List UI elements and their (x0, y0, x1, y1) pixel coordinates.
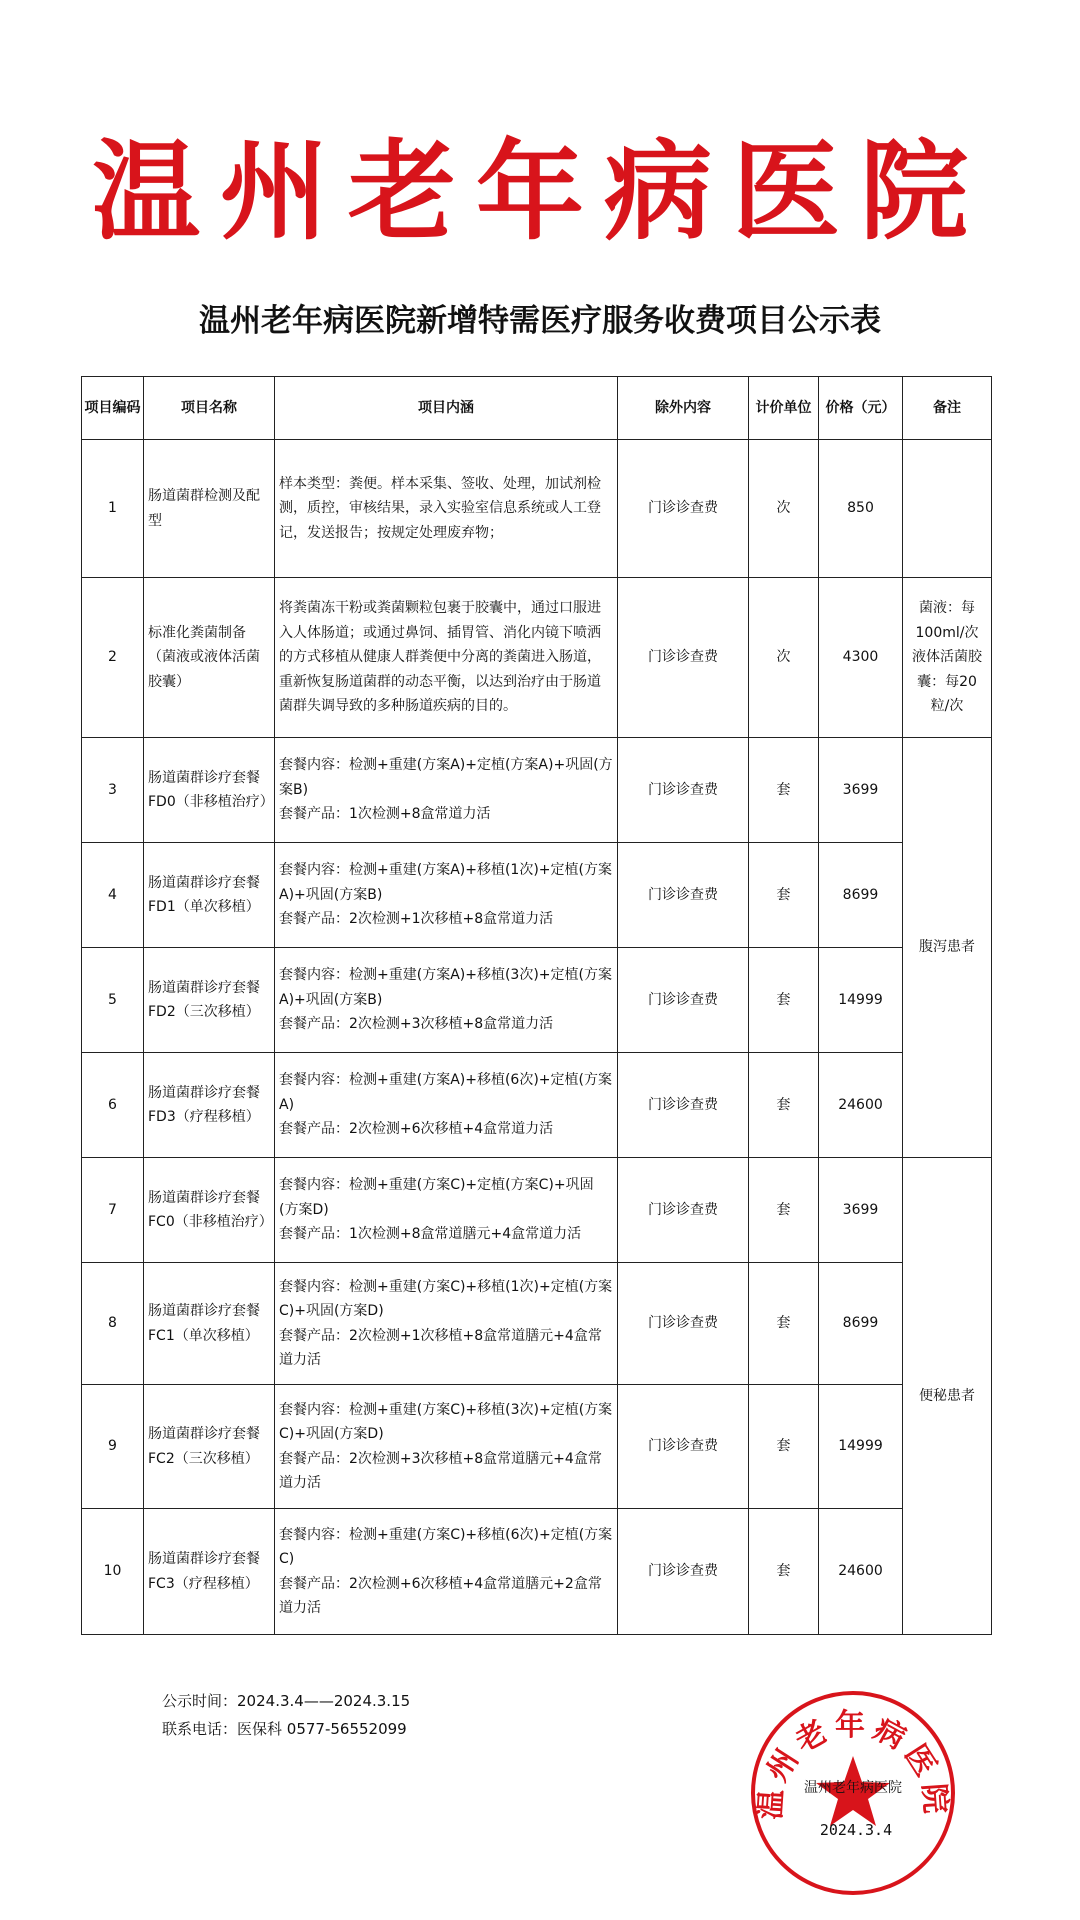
row-exclude: 门诊诊查费 (618, 1263, 749, 1385)
content-line: 套餐内容：检测+重建(方案C)+移植(1次)+定植(方案C)+巩固(方案D) (279, 1278, 613, 1319)
table-row (82, 1509, 992, 1635)
row-note (903, 440, 992, 578)
row-content (275, 1385, 618, 1509)
row-content (275, 948, 618, 1053)
row-exclude: 门诊诊查费 (618, 843, 749, 948)
table-row (82, 578, 992, 738)
row-unit: 次 (749, 440, 819, 578)
hospital-name-banner: 温州老年病医院 (91, 129, 988, 255)
contact-value: 医保科 0577-56552099 (237, 1720, 407, 1738)
row-price: 850 (819, 440, 903, 578)
content-line: 套餐内容：检测+重建(方案A)+定植(方案A)+巩固(方案B) (279, 757, 613, 798)
table-row (82, 1263, 992, 1385)
seal-date: 2024.3.4 (819, 1821, 893, 1839)
content-line: 套餐产品：2次检测+6次移植+4盒常道膳元+2盒常道力活 (279, 1575, 602, 1616)
row-price: 24600 (819, 1509, 903, 1635)
col-header-note: 备注 (903, 377, 992, 440)
col-header-code: 项目编码 (82, 377, 144, 440)
table-header-row (82, 377, 992, 440)
row-price: 3699 (819, 1158, 903, 1263)
row-exclude: 门诊诊查费 (618, 948, 749, 1053)
row-note: 菌液：每100ml/次液体活菌胶囊：每20粒/次 (903, 578, 992, 738)
row-content (275, 1053, 618, 1158)
row-content (275, 738, 618, 843)
contact-label: 联系电话： (162, 1720, 238, 1738)
content-line: 套餐内容：检测+重建(方案A)+移植(3次)+定植(方案A)+巩固(方案B) (279, 967, 612, 1008)
row-name: 肠道菌群诊疗套餐FC2（三次移植） (144, 1385, 275, 1509)
contact-line (162, 1718, 407, 1739)
row-name: 肠道菌群诊疗套餐FC3（疗程移植） (144, 1509, 275, 1635)
publish-label: 公示时间： (162, 1692, 238, 1710)
content-line: 套餐产品：2次检测+6次移植+4盒常道力活 (279, 1121, 554, 1138)
col-header-name: 项目名称 (144, 377, 275, 440)
row-code: 2 (82, 578, 144, 738)
row-code: 6 (82, 1053, 144, 1158)
row-content (275, 1509, 618, 1635)
row-content (275, 578, 618, 738)
row-code: 7 (82, 1158, 144, 1263)
content-line: 套餐产品：2次检测+3次移植+8盒常道力活 (279, 1016, 554, 1033)
row-name: 肠道菌群检测及配型 (144, 440, 275, 578)
row-code: 3 (82, 738, 144, 843)
row-exclude: 门诊诊查费 (618, 578, 749, 738)
row-name: 肠道菌群诊疗套餐FC0（非移植治疗） (144, 1158, 275, 1263)
row-name: 肠道菌群诊疗套餐FD0（非移植治疗） (144, 738, 275, 843)
row-unit: 次 (749, 578, 819, 738)
row-content (275, 1158, 618, 1263)
publish-period: 2024.3.4——2024.3.15 (237, 1692, 411, 1710)
content-line: 套餐产品：2次检测+1次移植+8盒常道膳元+4盒常道力活 (279, 1327, 602, 1368)
content-line: 将粪菌冻干粉或粪菌颗粒包裹于胶囊中，通过口服进入人体肠道；或通过鼻饲、插胃管、消化内镜下喷洒的方式移植从健康人群粪便中分离的粪菌进入肠道，重新恢复肠道菌群的动态平衡，以达到治疗由于肠道菌群失调导致的多种肠道疾病的目的。 (279, 600, 601, 715)
content-line: 套餐内容：检测+重建(方案A)+移植(6次)+定植(方案A) (279, 1072, 612, 1113)
row-price: 14999 (819, 948, 903, 1053)
table-row (82, 440, 992, 578)
table-row (82, 1385, 992, 1509)
row-code: 8 (82, 1263, 144, 1385)
row-code: 1 (82, 440, 144, 578)
row-unit: 套 (749, 843, 819, 948)
col-header-content: 项目内涵 (275, 377, 618, 440)
col-header-price: 价格（元） (819, 377, 903, 440)
row-code: 5 (82, 948, 144, 1053)
group-note-constipation: 便秘患者 (903, 1158, 992, 1635)
row-exclude: 门诊诊查费 (618, 1158, 749, 1263)
row-unit: 套 (749, 1509, 819, 1635)
row-content (275, 440, 618, 578)
publish-period-line (162, 1690, 410, 1711)
row-name: 肠道菌群诊疗套餐FD2（三次移植） (144, 948, 275, 1053)
row-exclude: 门诊诊查费 (618, 1053, 749, 1158)
row-price: 4300 (819, 578, 903, 738)
seal-ring-text: 温州老年病医院 (753, 1708, 953, 1821)
table-row (82, 1158, 992, 1263)
content-line: 套餐内容：检测+重建(方案C)+移植(6次)+定植(方案C) (279, 1526, 613, 1567)
row-exclude: 门诊诊查费 (618, 440, 749, 578)
row-price: 14999 (819, 1385, 903, 1509)
table-row (82, 843, 992, 948)
row-content (275, 1263, 618, 1385)
col-header-exclude: 除外内容 (618, 377, 749, 440)
table-row (82, 948, 992, 1053)
row-price: 8699 (819, 843, 903, 948)
row-content (275, 843, 618, 948)
row-price: 24600 (819, 1053, 903, 1158)
group-note-diarrhea: 腹泻患者 (903, 738, 992, 1158)
row-name: 肠道菌群诊疗套餐FC1（单次移植） (144, 1263, 275, 1385)
row-unit: 套 (749, 1053, 819, 1158)
content-line: 套餐内容：检测+重建(方案A)+移植(1次)+定植(方案A)+巩固(方案B) (279, 862, 612, 903)
row-exclude: 门诊诊查费 (618, 1385, 749, 1509)
row-name: 肠道菌群诊疗套餐FD1（单次移植） (144, 843, 275, 948)
col-header-unit: 计价单位 (749, 377, 819, 440)
seal-center-text: 温州老年病医院 (804, 1780, 902, 1796)
row-price: 8699 (819, 1263, 903, 1385)
fee-table (81, 376, 992, 1635)
row-name: 标准化粪菌制备（菌液或液体活菌胶囊） (144, 578, 275, 738)
document-title: 温州老年病医院新增特需医疗服务收费项目公示表 (199, 303, 881, 339)
row-unit: 套 (749, 738, 819, 843)
row-unit: 套 (749, 1385, 819, 1509)
row-unit: 套 (749, 948, 819, 1053)
row-exclude: 门诊诊查费 (618, 738, 749, 843)
content-line: 套餐内容：检测+重建(方案C)+定植(方案C)+巩固(方案D) (279, 1177, 594, 1218)
content-line: 样本类型：粪便。样本采集、签收、处理，加试剂检测，质控，审核结果，录入实验室信息系统或人工登记，发送报告；按规定处理废弃物； (279, 475, 601, 541)
content-line: 套餐产品：2次检测+3次移植+8盒常道膳元+4盒常道力活 (279, 1450, 602, 1491)
content-line: 套餐产品：1次检测+8盒常道力活 (279, 806, 491, 823)
row-name: 肠道菌群诊疗套餐FD3（疗程移植） (144, 1053, 275, 1158)
content-line: 套餐产品：1次检测+8盒常道膳元+4盒常道力活 (279, 1226, 582, 1243)
row-unit: 套 (749, 1158, 819, 1263)
table-row (82, 1053, 992, 1158)
row-exclude: 门诊诊查费 (618, 1509, 749, 1635)
row-code: 10 (82, 1509, 144, 1635)
content-line: 套餐内容：检测+重建(方案C)+移植(3次)+定植(方案C)+巩固(方案D) (279, 1401, 613, 1442)
content-line: 套餐产品：2次检测+1次移植+8盒常道力活 (279, 911, 554, 928)
row-code: 9 (82, 1385, 144, 1509)
row-price: 3699 (819, 738, 903, 843)
row-unit: 套 (749, 1263, 819, 1385)
table-row (82, 738, 992, 843)
row-code: 4 (82, 843, 144, 948)
hospital-seal (748, 1688, 958, 1898)
